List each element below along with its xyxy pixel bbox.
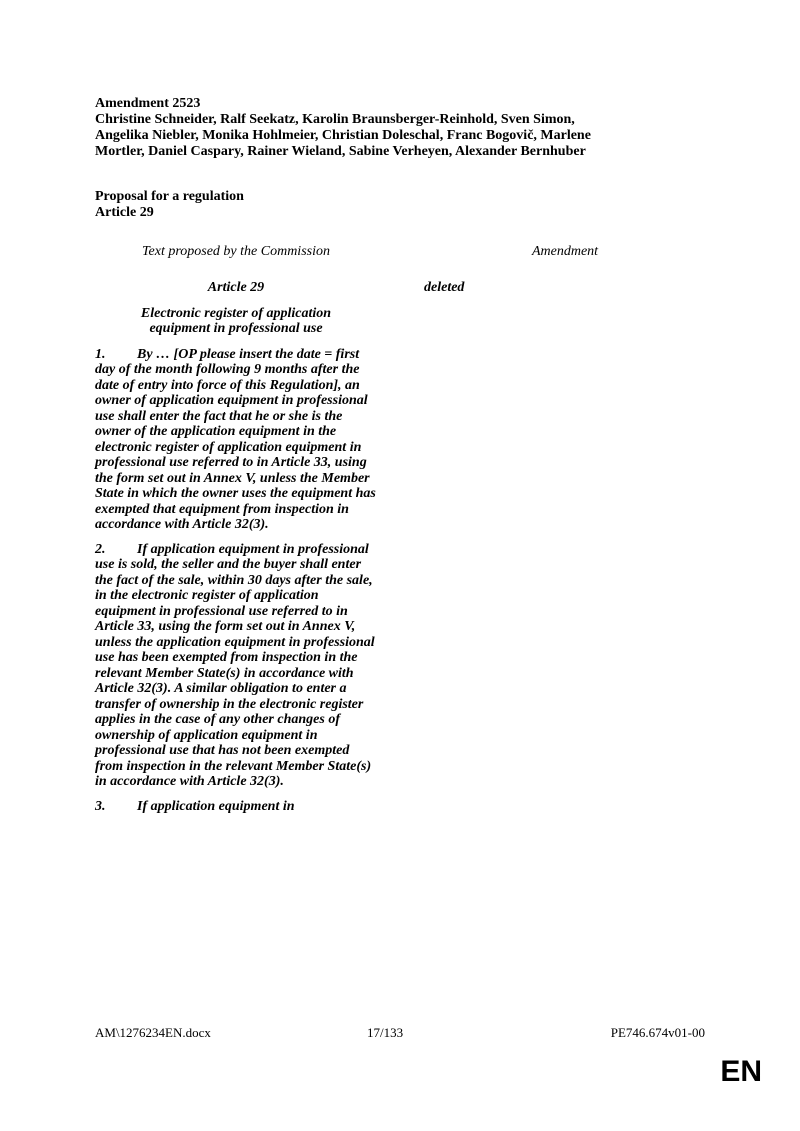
paragraph-text: If application equipment in professional use is sold, the seller and the buyer shall enter the fact of the sale, within 30 days after the sale, in the electronic register of application equipment in professional use referred to in Article 33, using the form set out in Annex V, unless the application equipment in professional use has been exempted from inspection in the relevant Member State(s) in accordance with Article 32(3). A similar obligation to enter a transfer of ownership in the electronic register applies in the case of any other changes of ownership of application equipment in professional use that has not been exempted from inspection in the relevant Member State(s) in accordance with Article 32(3). xyxy=(95,541,375,789)
article-title: Article 29 xyxy=(207,280,265,295)
proposal-reference xyxy=(95,189,244,221)
deleted-label: deleted xyxy=(424,280,465,295)
authors-line: Mortler, Daniel Caspary, Rainer Wieland, Sabine Verheyen, Alexander Bernhuber xyxy=(95,144,586,159)
commission-text-heading: Text proposed by the Commission xyxy=(142,244,330,259)
paragraph-number: 1. xyxy=(95,346,106,362)
document-reference: AM\1276234EN.docx xyxy=(95,1025,211,1040)
commission-text-column xyxy=(95,280,377,823)
paragraph-number: 2. xyxy=(95,541,106,557)
amendment-header xyxy=(95,96,715,160)
proposal-type: Proposal for a regulation xyxy=(95,189,244,204)
proposal-article: Article 29 xyxy=(95,205,154,220)
language-code: EN xyxy=(720,1055,762,1088)
authors-line: Christine Schneider, Ralf Seekatz, Karolin Braunsberger-Reinhold, Sven Simon, xyxy=(95,112,575,127)
paragraph-2 xyxy=(95,542,377,790)
page-number: 17/133 xyxy=(367,1025,404,1040)
amendment-number: Amendment 2523 xyxy=(95,96,201,111)
article-subtitle xyxy=(95,306,377,337)
subtitle-line: Electronic register of application xyxy=(140,305,332,321)
amendment-column xyxy=(424,280,706,296)
paragraph-1 xyxy=(95,347,377,533)
paragraph-text: By … [OP please insert the date = first day of the month following 9 months after the date of entry into force of this Regulation], an owner of application equipment in professional use shall enter the fact that he or she is the owner of the application equipment in the electronic register of application equipment in professional use referred to in Article 33, using the form set out in Annex V, unless the Member State in which the owner uses the equipment has exempted that equipment from inspection in accordance with Article 32(3). xyxy=(95,346,376,532)
authors-line: Angelika Niebler, Monika Hohlmeier, Christian Doleschal, Franc Bogovič, Marlene xyxy=(95,128,591,143)
subtitle-line: equipment in professional use xyxy=(149,321,323,336)
paragraph-3 xyxy=(95,799,377,815)
paragraph-number: 3. xyxy=(95,798,106,814)
amendment-heading: Amendment xyxy=(531,244,599,259)
pe-reference: PE746.674v01-00 xyxy=(610,1025,705,1040)
paragraph-text: If application equipment in xyxy=(137,798,295,814)
